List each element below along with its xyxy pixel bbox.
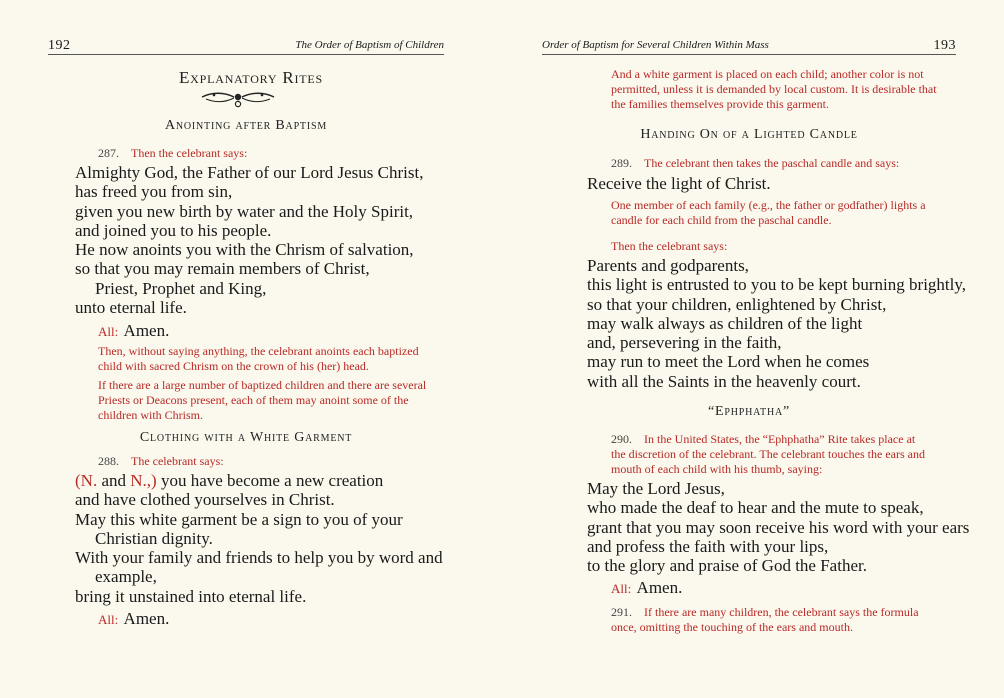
conjunction: and	[97, 471, 131, 490]
receive-light-line: Receive the light of Christ.	[587, 174, 771, 193]
text-line: this light is entrusted to you to be kept burning brightly,	[587, 275, 967, 295]
anointing-prayer	[75, 163, 423, 317]
response-amen-2	[98, 609, 169, 629]
text-line: to the glory and praise of God the Father.	[587, 556, 867, 576]
text-line: With your family and friends to help you by word and	[75, 548, 443, 568]
rubric-288	[98, 454, 224, 469]
text-line: may run to meet the Lord when he comes	[587, 352, 870, 372]
text-line: has freed you from sin,	[75, 182, 233, 202]
rubric-line: child with sacred Chrism on the crown of his (her) head.	[98, 359, 369, 373]
text-line: and have clothed yourselves in Christ.	[75, 490, 335, 510]
response-text: Amen.	[123, 321, 170, 340]
rubric-then: Then the celebrant says:	[611, 239, 728, 253]
rubric-number: 288.	[98, 454, 119, 468]
text-line: Parents and godparents,	[587, 256, 749, 275]
rubric-line: If there are a large number of baptized children and there are several	[98, 378, 427, 392]
text-line: and joined you to his people.	[75, 220, 272, 240]
text-line: He now anoints you with the Chrism of salvation,	[75, 240, 414, 260]
rubric-line: One member of each family (e.g., the father or godfather) lights a	[611, 198, 926, 212]
text-line: with all the Saints in the heavenly court.	[587, 371, 861, 391]
rubric-line: once, omitting the touching of the ears and mouth.	[611, 620, 853, 634]
response-amen-1	[98, 321, 169, 341]
rubric-family	[611, 198, 926, 228]
rubric-text: The celebrant says:	[131, 454, 224, 468]
rubric-line: Then, without saying anything, the celebrant anoints each baptized	[98, 344, 419, 358]
text-line: so that you may remain members of Christ,	[75, 259, 370, 279]
rubric-number: 287.	[98, 146, 119, 160]
heading-explanatory-rites: Explanatory Rites	[178, 68, 324, 87]
page-number-left: 192	[48, 38, 71, 53]
heading-anointing: Anointing after Baptism	[164, 118, 328, 133]
text-line	[75, 471, 443, 490]
rubric-text: If there are many children, the celebrant says the formula	[644, 605, 919, 619]
right-running-header	[542, 38, 956, 55]
text-line: given you new birth by water and the Holy Spirit,	[75, 201, 414, 221]
text-line: Christian dignity.	[95, 528, 213, 548]
response-text: Amen.	[123, 609, 170, 628]
name-placeholder: (N.	[75, 471, 98, 490]
rubric-291	[611, 605, 919, 635]
rubric-garment	[611, 67, 937, 112]
candle-prayer	[587, 256, 966, 391]
response-amen-3	[611, 578, 682, 598]
right-page	[502, 0, 1004, 698]
running-title-right: Order of Baptism for Several Children Within Mass	[542, 39, 769, 51]
rubric-line: mouth of each child with his thumb, saying:	[611, 462, 823, 476]
rubric-anoint	[98, 344, 419, 374]
text-line: bring it unstained into eternal life.	[75, 586, 307, 606]
rubric-text: In the United States, the “Ephphatha” Rite takes place at	[644, 432, 916, 446]
rubric-line: children with Chrism.	[98, 408, 203, 422]
rubric-line: the discretion of the celebrant. The celebrant touches the ears and	[611, 447, 925, 461]
rubric-line	[611, 605, 919, 620]
rubric-number: 289.	[611, 156, 632, 170]
heading-ephphatha: “Ephphatha”	[707, 404, 790, 419]
rubric-line: candle for each child from the paschal candle.	[611, 213, 832, 227]
response-label: All:	[98, 612, 119, 627]
rubric-number: 291.	[611, 605, 632, 619]
response-text: Amen.	[636, 578, 683, 597]
rubric-287	[98, 146, 247, 161]
rubric-line: And a white garment is placed on each child; another color is not	[611, 67, 924, 81]
rubric-line: permitted, unless it is demanded by local custom. It is desirable that	[611, 82, 937, 96]
running-title-left: The Order of Baptism of Children	[295, 39, 444, 51]
rubric-290	[611, 432, 925, 477]
text-fragment: you have become a new creation	[156, 471, 384, 490]
response-label: All:	[98, 324, 119, 339]
text-line: unto eternal life.	[75, 298, 187, 318]
text-line: May the Lord Jesus,	[587, 479, 725, 498]
rubric-289	[611, 156, 899, 171]
rubric-text: Then the celebrant says:	[131, 146, 248, 160]
fleuron-ornament-icon	[200, 88, 276, 110]
text-line: example,	[95, 567, 157, 587]
text-line: so that your children, enlightened by Christ,	[587, 294, 887, 314]
rubric-many-children	[98, 378, 426, 423]
ephphatha-prayer	[587, 479, 969, 575]
left-running-header	[48, 38, 444, 55]
page-number-right: 193	[933, 38, 956, 53]
rubric-line: the families themselves provide this garment.	[611, 97, 829, 111]
rubric-text: The celebrant then takes the paschal candle and says:	[644, 156, 900, 170]
text-line: may walk always as children of the light	[587, 313, 863, 333]
text-line: May this white garment be a sign to you of your	[75, 509, 403, 529]
rubric-number: 290.	[611, 432, 632, 446]
clothing-prayer	[75, 471, 443, 606]
text-line: Almighty God, the Father of our Lord Jesus Christ,	[75, 163, 424, 182]
name-placeholder: N.,)	[130, 471, 157, 490]
heading-candle: Handing On of a Lighted Candle	[640, 127, 858, 142]
text-line: and profess the faith with your lips,	[587, 536, 829, 556]
heading-clothing: Clothing with a White Garment	[139, 430, 353, 445]
text-line: Priest, Prophet and King,	[95, 278, 267, 298]
text-line: grant that you may soon receive his word with your ears	[587, 517, 970, 537]
text-line: who made the deaf to hear and the mute to speak,	[587, 498, 924, 518]
rubric-line	[611, 432, 925, 447]
rubric-line: Priests or Deacons present, each of them may anoint some of the	[98, 393, 409, 407]
response-label: All:	[611, 581, 632, 596]
text-line: and, persevering in the faith,	[587, 333, 782, 353]
